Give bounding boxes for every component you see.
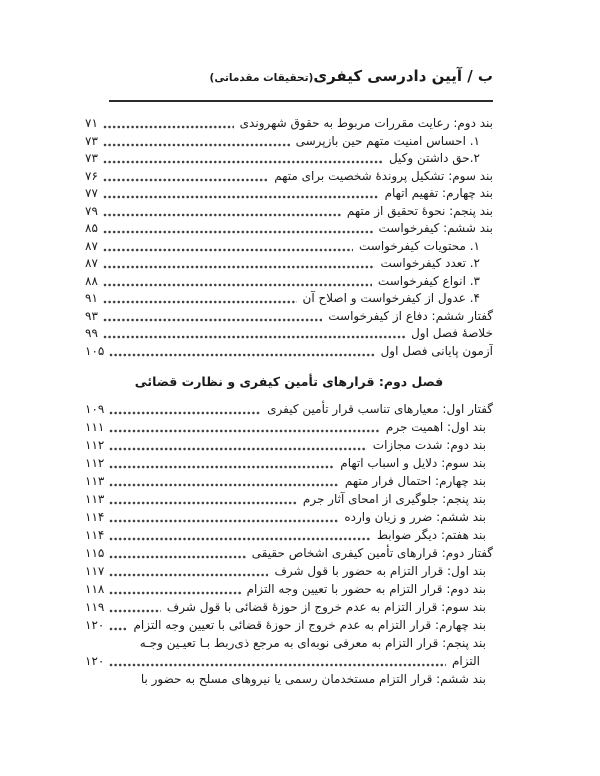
toc-entry bbox=[85, 255, 493, 273]
toc-entry-title: ۲.حق داشتن وکیل bbox=[388, 151, 480, 165]
toc-entry-page: ۱۱۲ bbox=[85, 456, 105, 470]
dotted-leader bbox=[109, 663, 446, 667]
toc-entry-page: ۹۳ bbox=[85, 308, 98, 323]
dotted-leader bbox=[103, 318, 322, 322]
toc-entry bbox=[85, 436, 493, 454]
toc-entry bbox=[85, 652, 493, 670]
toc-entry-page: ۹۱ bbox=[85, 291, 98, 305]
dotted-leader bbox=[103, 195, 379, 199]
toc-entry bbox=[85, 670, 493, 688]
toc-entry-title: ۲. تعدد کیفرخواست bbox=[380, 256, 480, 270]
toc-entry-page: ۷۷ bbox=[85, 186, 98, 200]
toc-entry-page: ۱۱۳ bbox=[85, 492, 105, 506]
toc-entry-title: ۳. انواع کیفرخواست bbox=[377, 273, 480, 288]
toc-entry-title: بند سوم: قرار التزام به عدم خروج از حوزۀ قضائی با قول شرف bbox=[166, 600, 486, 614]
toc-entry-title: بند دوم: رعایت مقررات مربوط به حقوق شهروندی bbox=[239, 116, 493, 130]
toc-entry-title: بند اول: قرار التزام به حضور با قول شرف bbox=[274, 564, 486, 578]
toc-entry bbox=[85, 115, 493, 133]
toc-entry-title: ۱. محتویات کیفرخواست bbox=[359, 238, 480, 253]
toc-entry-page: ۱۲۰ bbox=[85, 654, 105, 668]
toc-entry bbox=[85, 472, 493, 490]
toc-entry-title: بند ششم: ضرر و زیان وارده bbox=[344, 510, 486, 524]
dotted-leader bbox=[109, 501, 297, 505]
toc-entry bbox=[85, 580, 493, 598]
toc-entry bbox=[85, 490, 493, 508]
dotted-leader bbox=[109, 519, 338, 523]
toc-entry-page: ۷۹ bbox=[85, 203, 98, 218]
toc-entry-title: بند دوم: قرار التزام به حضور با تعیین وجه التزام bbox=[246, 582, 486, 596]
toc-entry-page: ۹۹ bbox=[85, 326, 98, 340]
toc-entry-page: ۷۳ bbox=[85, 151, 98, 165]
toc-entry-page: ۱۰۹ bbox=[85, 402, 105, 416]
toc-entry bbox=[85, 238, 493, 256]
toc-entry-page: ۱۱۱ bbox=[85, 420, 105, 434]
dotted-leader bbox=[109, 429, 380, 433]
toc-entry-page: ۱۱۷ bbox=[85, 564, 105, 578]
toc-entry-title: بند پنجم: قرار التزام به معرفی نوبه‌ای به مرجع ذی‌ربط بـا تعیـین وجـه bbox=[139, 636, 486, 650]
header-rule bbox=[109, 100, 493, 102]
dotted-leader bbox=[109, 447, 366, 451]
toc-entry bbox=[85, 400, 493, 418]
dotted-leader bbox=[109, 353, 374, 357]
toc-entry bbox=[85, 526, 493, 544]
toc-entry-page: ۸۷ bbox=[85, 256, 98, 270]
dotted-leader bbox=[109, 609, 160, 613]
toc-entry-title: ۴. عدول از کیفرخواست و اصلاح آن bbox=[302, 291, 480, 305]
dotted-leader bbox=[109, 483, 339, 487]
toc-entry-page: ۸۷ bbox=[85, 238, 98, 253]
toc-entry bbox=[85, 325, 493, 343]
toc-entry bbox=[85, 273, 493, 291]
dotted-leader bbox=[109, 573, 268, 577]
toc-entry-page: ۷۱ bbox=[85, 116, 98, 130]
toc-entry-title: بند چهارم: تفهیم اتهام bbox=[384, 186, 493, 200]
toc-entry-title: بند دوم: شدت مجازات bbox=[372, 438, 486, 452]
toc-entry-title: التزام bbox=[452, 654, 480, 668]
toc-entry-title: بند پنجم: نحوۀ تحقیق از متهم bbox=[346, 203, 493, 218]
toc-entry-title: بند هفتم: دیگر ضوابط bbox=[376, 528, 486, 542]
book-header-subtitle: (تحقیقات مقدماتی) bbox=[209, 72, 314, 84]
toc-entry-title: ۱. احساس امنیت متهم حین بازپرسی bbox=[295, 133, 480, 148]
toc-entry bbox=[85, 150, 493, 168]
dotted-leader bbox=[103, 160, 383, 164]
toc-entry-page: ۱۱۲ bbox=[85, 438, 105, 452]
toc-entry-title: بند پنجم: جلوگیری از امحای آثار جرم bbox=[302, 492, 486, 506]
page-content bbox=[85, 0, 493, 688]
toc-entry bbox=[85, 290, 493, 308]
toc-entry bbox=[85, 562, 493, 580]
toc-entry-title: آزمون پایانی فصل اول bbox=[380, 343, 493, 358]
toc-entry bbox=[85, 168, 493, 186]
toc-entry-title: بند ششم: کیفرخواست bbox=[378, 221, 493, 235]
dotted-leader bbox=[109, 465, 334, 469]
dotted-leader bbox=[109, 591, 240, 595]
toc-entry bbox=[85, 634, 493, 652]
toc-entry bbox=[85, 343, 493, 361]
book-header bbox=[85, 64, 493, 90]
dotted-leader bbox=[103, 283, 372, 287]
toc-entry-page: ۷۳ bbox=[85, 133, 98, 148]
dotted-leader bbox=[103, 213, 341, 217]
book-header-title: ب / آیین دادرسی کیفری bbox=[313, 67, 493, 85]
toc-entry-page: ۷۶ bbox=[85, 168, 98, 183]
dotted-leader bbox=[109, 411, 261, 415]
dotted-leader bbox=[109, 627, 127, 631]
toc-entry-title: بند ششم: قرار التزام مستخدمان رسمی یا نیروهای مسلح به حضور با bbox=[140, 672, 486, 686]
toc-entry bbox=[85, 203, 493, 221]
chapter-heading: فصل دوم: قرارهای تأمین کیفری و نظارت قضائی bbox=[134, 374, 444, 389]
toc-part1 bbox=[85, 115, 493, 360]
toc-entry bbox=[85, 220, 493, 238]
toc-entry-page: ۱۰۵ bbox=[85, 343, 105, 358]
toc-entry bbox=[85, 185, 493, 203]
dotted-leader bbox=[109, 537, 371, 541]
toc-entry-page: ۱۱۳ bbox=[85, 474, 105, 488]
toc-entry bbox=[85, 598, 493, 616]
dotted-leader bbox=[103, 248, 353, 252]
dotted-leader bbox=[103, 335, 405, 339]
toc-entry-title: بند چهارم: احتمال فرار متهم bbox=[344, 474, 486, 488]
toc-entry bbox=[85, 133, 493, 151]
dotted-leader bbox=[103, 125, 234, 129]
toc-entry-page: ۱۱۴ bbox=[85, 510, 105, 524]
toc-entry-title: بند چهارم: قرار التزام به عدم خروج از حوزۀ قضائی با تعیین وجه التزام bbox=[133, 618, 486, 632]
toc-entry-page: ۱۱۵ bbox=[85, 546, 105, 560]
toc-entry-title: بند سوم: دلایل و اسباب اتهام bbox=[340, 456, 486, 470]
dotted-leader bbox=[103, 230, 373, 234]
toc-entry-page: ۱۱۴ bbox=[85, 528, 105, 542]
toc-entry-title: گفتار اول: معیارهای تناسب قرار تأمین کیفری bbox=[267, 402, 493, 416]
toc-entry bbox=[85, 308, 493, 326]
toc-entry-page: ۱۲۰ bbox=[85, 618, 105, 632]
toc-entry-title: خلاصۀ فصل اول bbox=[411, 326, 493, 340]
dotted-leader bbox=[103, 300, 297, 304]
toc-entry bbox=[85, 454, 493, 472]
toc-entry-title: بند سوم: تشکیل پروندۀ شخصیت برای متهم bbox=[274, 168, 493, 183]
toc-entry bbox=[85, 616, 493, 634]
toc-entry-title: گفتار دوم: قرارهای تأمین کیفری اشخاص حقیقی bbox=[251, 546, 493, 560]
toc-entry-page: ۱۱۹ bbox=[85, 600, 105, 614]
toc-entry bbox=[85, 418, 493, 436]
toc-entry-page: ۸۸ bbox=[85, 273, 98, 288]
dotted-leader bbox=[109, 555, 245, 559]
toc-entry-page: ۸۵ bbox=[85, 221, 98, 235]
toc-entry-title: بند اول: اهمیت جرم bbox=[385, 420, 486, 434]
dotted-leader bbox=[103, 143, 290, 147]
dotted-leader bbox=[103, 178, 268, 182]
dotted-leader bbox=[103, 265, 375, 269]
toc-entry-page: ۱۱۸ bbox=[85, 582, 105, 596]
toc-part2 bbox=[85, 400, 493, 688]
toc-entry-title: گفتار ششم: دفاع از کیفرخواست bbox=[328, 308, 493, 323]
toc-entry bbox=[85, 508, 493, 526]
toc-entry bbox=[85, 544, 493, 562]
